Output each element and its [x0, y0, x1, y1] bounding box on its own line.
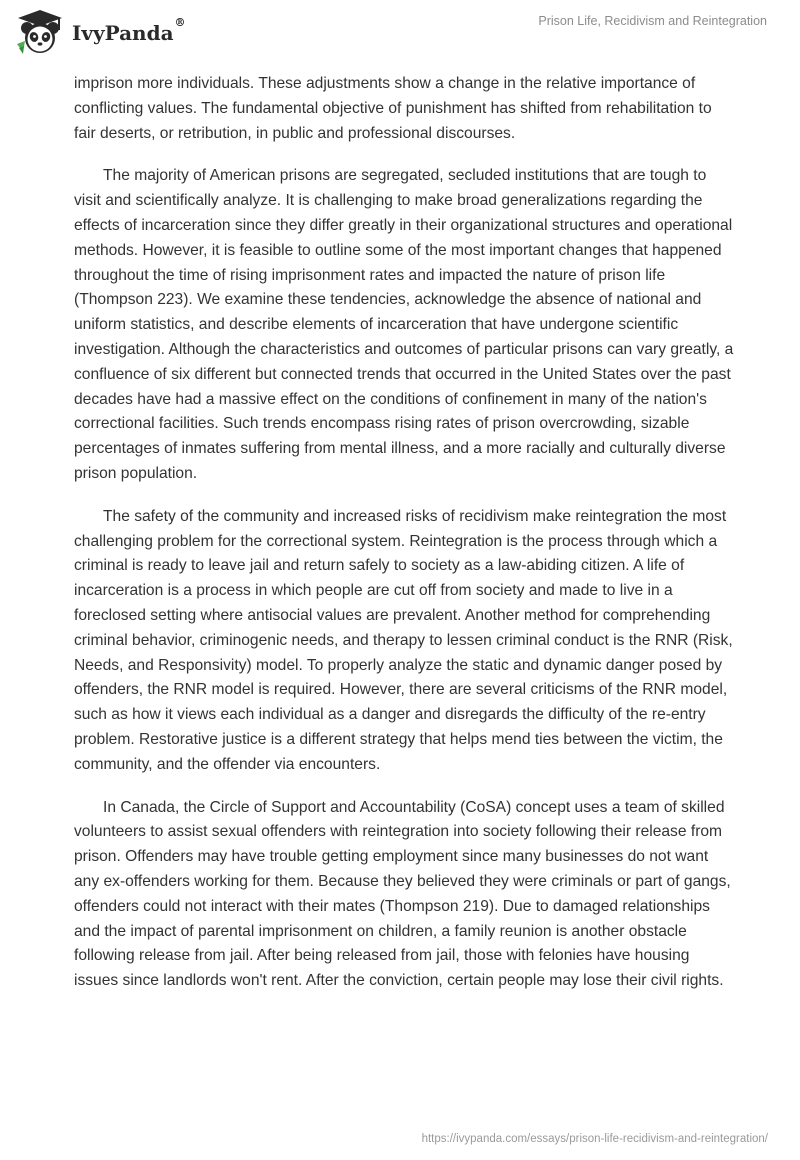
- source-url[interactable]: https://ivypanda.com/essays/prison-life-recidivism-and-reintegration/: [421, 1133, 768, 1145]
- brand-name: IvyPanda: [72, 21, 174, 45]
- paragraph-continuation: imprison more individuals. These adjustments show a change in the relative importance of conflicting values. The fundamental objective of punishment has shifted from rehabilitation to fair deserts, or retribution, in public and professional discourses.: [74, 75, 712, 142]
- page-header: [0, 0, 800, 64]
- paragraph: The safety of the community and increased risks of recidivism make reintegration the most challenging problem for the correctional system. Reintegration is the process through which a criminal is ready to leave jail and return safely to society as a law-abiding citizen. A life of incarceration is a process in which people are cut off from society and made to live in a foreclosed setting where antisocial values are prevalent. Another method for comprehending criminal behavior, criminogenic needs, and therapy to lessen criminal conduct is the RNR (Risk, Needs, and Responsivity) model. To properly analyze the static and dynamic danger posed by offenders, the RNR model is required. However, there are several criticisms of the RNR model, such as how it views each individual as a danger and disregards the difficulty of the re-entry problem. Restorative justice is a different strategy that helps mend ties between the victim, the community, and the offender via encounters.: [74, 507, 733, 773]
- paragraph: The majority of American prisons are segregated, secluded institutions that are tough to visit and scientifically analyze. It is challenging to make broad generalizations regarding the effects of incarceration since they differ greatly in their organizational structures and operational methods. However, it is feasible to outline some of the most important changes that happened throughout the time of rising imprisonment rates and impacted the nature of prison life (Thompson 223). We examine these tendencies, acknowledge the absence of national and uniform statistics, and describe elements of incarceration that have undergone scientific investigation. Although the characteristics and outcomes of particular prisons can vary greatly, a confluence of six different but connected trends that occurred in the United States over the past decades have had a massive effect on the conditions of confinement in many of the nation's correctional facilities. Such trends encompass rising rates of prison overcrowding, sizable percentages of inmates suffering from mental illness, and a more racially and culturally diverse prison population.: [74, 167, 734, 482]
- registered-mark: ®: [174, 15, 186, 29]
- document-title: Prison Life, Recidivism and Reintegration: [538, 14, 767, 28]
- brand-logo[interactable]: [14, 8, 186, 56]
- panda-graduation-cap-icon: [14, 8, 66, 56]
- essay-body: [74, 72, 734, 1012]
- paragraph: In Canada, the Circle of Support and Accountability (CoSA) concept uses a team of skilled volunteers to assist sexual offenders with reintegration into society following their release from prison. Offenders may have trouble getting employment since many businesses do not want any ex-offenders working for them. Because they believed they were criminals or part of gangs, offenders could not interact with their mates (Thompson 219). Due to damaged relationships and the impact of parental imprisonment on children, a family reunion is another obstacle following release from jail. After being released from jail, those with felonies have housing issues since landlords won't rent. After the conviction, certain people may lose their civil rights.: [74, 798, 731, 990]
